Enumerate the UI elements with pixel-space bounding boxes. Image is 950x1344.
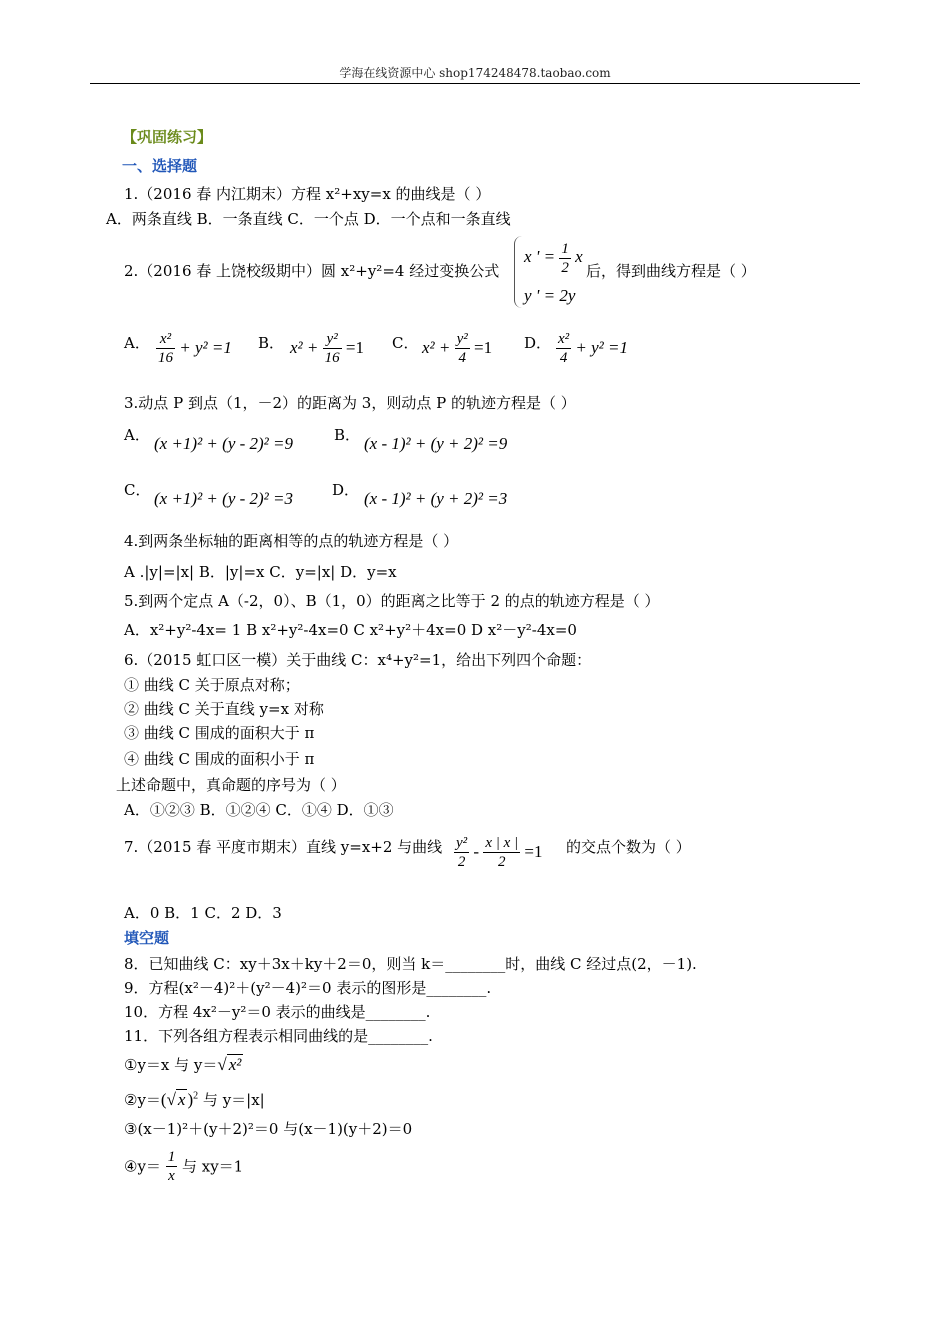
q4-stem: 4.到两条坐标轴的距离相等的点的轨迹方程是（ ） bbox=[124, 532, 459, 550]
q6-stem: 6.（2015 虹口区一模）关于曲线 C：x⁴+y²=1，给出下列四个命题： bbox=[124, 651, 592, 669]
q2-opt-d-label: D． bbox=[524, 334, 552, 352]
q7-options: A．0 B．1 C．2 D．3 bbox=[124, 904, 282, 922]
header-rule bbox=[90, 83, 860, 84]
q6-options: A．①②③ B．①②④ C．①④ D．①③ bbox=[124, 801, 394, 819]
q6-ask: 上述命题中，真命题的序号为（ ） bbox=[116, 776, 346, 794]
q6-proposition-4: ④ 曲线 C 围成的面积小于 π bbox=[124, 750, 315, 768]
q1-options: A．两条直线 B．一条直线 C．一个点 D．一个点和一条直线 bbox=[106, 210, 511, 228]
q2-opt-d: $\frac{\text{x²}}{4}$ + y² =1 bbox=[558, 331, 628, 366]
q11-item-4: ④y＝ $\frac{1}{x}$ 与 xy＝1 bbox=[124, 1149, 244, 1184]
q5-options: A．x²+y²-4x= 1 B x²+y²-4x=0 C x²+y²＋4x=0 D x²－y²-4x=0 bbox=[124, 621, 577, 639]
part1-title: 一、选择题 bbox=[122, 157, 198, 175]
page-header: 学海在线资源中心 shop174248478.taobao.com bbox=[339, 66, 611, 80]
q3-opt-b: (x - 1)² + (y + 2)² =9 bbox=[364, 434, 508, 453]
q6-proposition-1: ① 曲线 C 关于原点对称； bbox=[124, 676, 300, 694]
q3-opt-c: (x +1)² + (y - 2)² =3 bbox=[154, 489, 294, 508]
q5-stem: 5.到两个定点 A（-2，0）、B（1，0）的距离之比等于 2 的点的轨迹方程是（ ） bbox=[124, 592, 660, 610]
q11-item-1: ①y＝x 与 y＝√ x² bbox=[124, 1055, 242, 1074]
q2-opt-a: $\frac{\text{x²}}{16}$ + y² =1 bbox=[158, 331, 232, 366]
q7-stem-pre: 7.（2015 春 平度市期末）直线 y=x+2 与曲线 bbox=[124, 838, 443, 856]
q3-opt-a: (x +1)² + (y - 2)² =9 bbox=[154, 434, 294, 453]
q9: 9．方程(x²－4)²＋(y²－4)²＝0 表示的图形是________. bbox=[124, 979, 492, 997]
q2-stem-pre: 2.（2016 春 上饶校级期中）圆 x²+y²=4 经过变换公式 bbox=[124, 262, 500, 280]
q3-opt-a-label: A． bbox=[124, 426, 150, 444]
q2-transform-1: x ' = $\frac{1}{2}$ x bbox=[524, 241, 583, 276]
q7-equation: $\frac{\text{y²}}{2}$ - $\frac{x | x |}{2}$ =1 bbox=[456, 835, 543, 870]
q3-opt-d: (x - 1)² + (y + 2)² =3 bbox=[364, 489, 508, 508]
q4-options: A .|y|=|x| B．|y|=x C．y=|x| D．y=x bbox=[124, 563, 397, 581]
q6-proposition-2: ② 曲线 C 关于直线 y=x 对称 bbox=[124, 700, 324, 718]
q3-stem: 3.动点 P 到点（1，－2）的距离为 3，则动点 P 的轨迹方程是（ ） bbox=[124, 394, 576, 412]
q2-opt-c-label: C． bbox=[392, 334, 419, 352]
q3-opt-b-label: B． bbox=[334, 426, 361, 444]
q2-transform-2: y ' = 2y bbox=[524, 286, 576, 305]
q11-stem: 11．下列各组方程表示相同曲线的是________. bbox=[124, 1027, 433, 1045]
q2-stem-post: 后，得到曲线方程是（ ） bbox=[586, 262, 756, 280]
q2-opt-b: x² + $\frac{\text{y²}}{16}$ =1 bbox=[290, 331, 364, 366]
q11-item-3: ③(x－1)²＋(y＋2)²＝0 与(x－1)(y＋2)＝0 bbox=[124, 1120, 413, 1138]
q1-stem: 1.（2016 春 内江期末）方程 x²+xy=x 的曲线是（ ） bbox=[124, 185, 491, 203]
q3-opt-c-label: C． bbox=[124, 481, 151, 499]
q6-proposition-3: ③ 曲线 C 围成的面积大于 π bbox=[124, 724, 315, 742]
q2-opt-c: x² + $\frac{\text{y²}}{4}$ =1 bbox=[422, 331, 493, 366]
q7-stem-post: 的交点个数为（ ） bbox=[566, 838, 691, 856]
section-title: 【巩固练习】 bbox=[122, 128, 213, 146]
q10: 10．方程 4x²－y²＝0 表示的曲线是________. bbox=[124, 1003, 431, 1021]
part2-title: 填空题 bbox=[124, 929, 170, 947]
q11-item-2: ②y＝(√ x )$^2$ 与 y＝|x| bbox=[124, 1090, 265, 1109]
q3-opt-d-label: D． bbox=[332, 481, 360, 499]
q2-opt-a-label: A． bbox=[124, 334, 150, 352]
q2-opt-b-label: B． bbox=[258, 334, 285, 352]
q8: 8．已知曲线 C：xy＋3x＋ky＋2＝0，则当 k＝________时，曲线 C 经过点(2，－1). bbox=[124, 955, 697, 973]
